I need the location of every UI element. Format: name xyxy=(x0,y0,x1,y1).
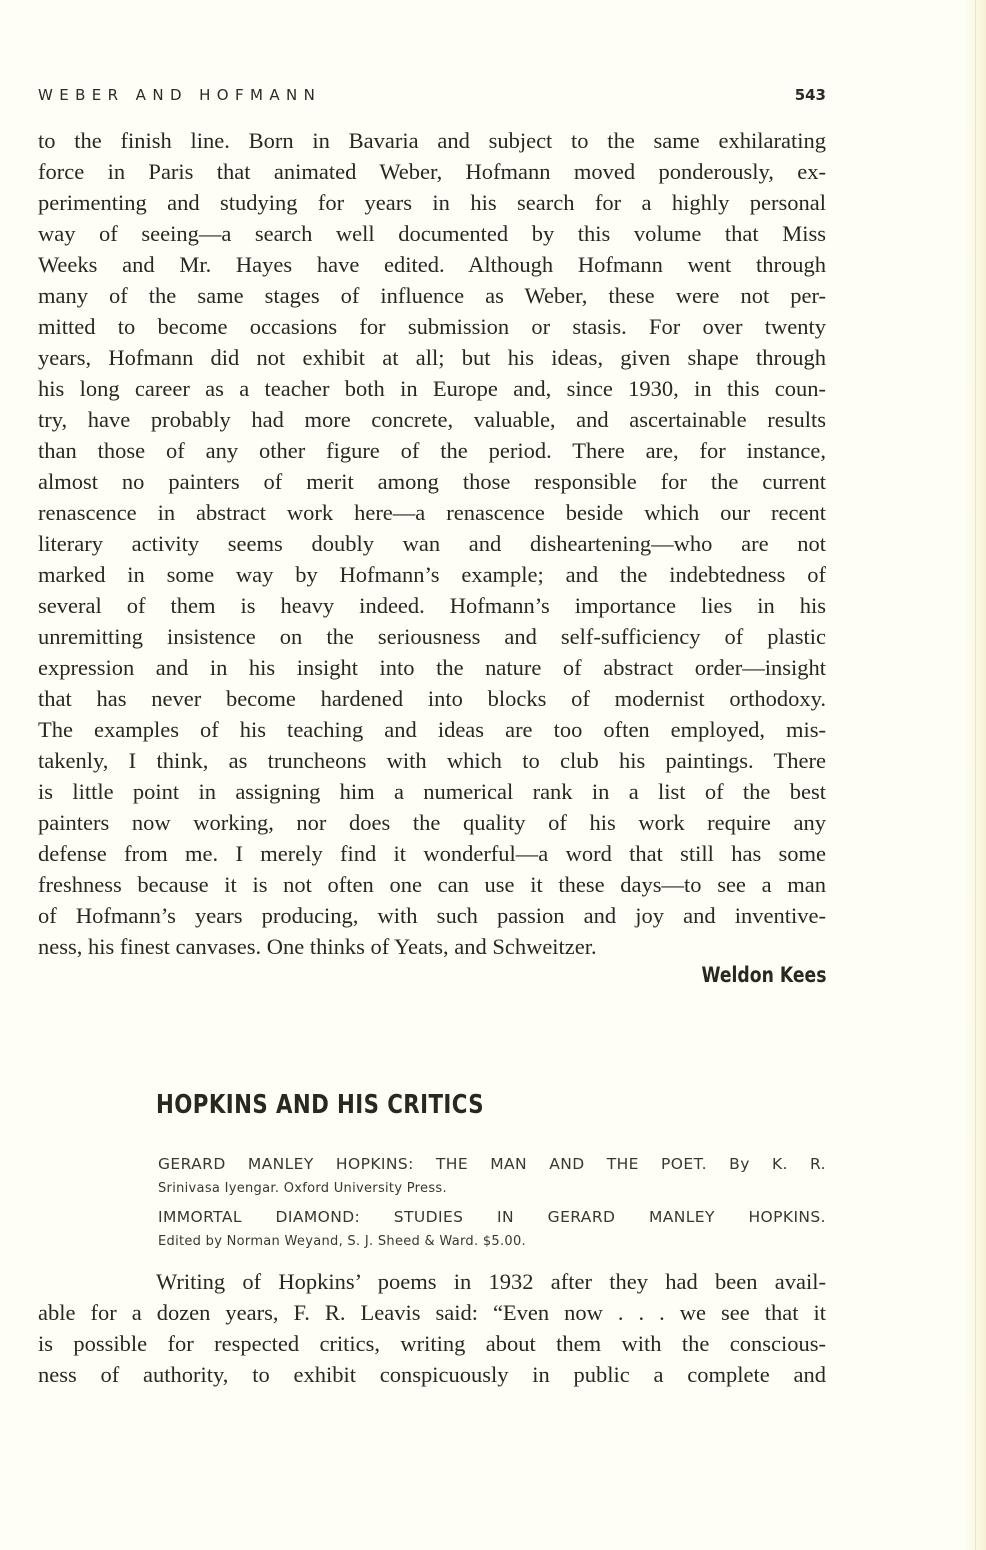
text-line: renascence in abstract work here—a renascence beside which our recent xyxy=(38,500,826,525)
text-line: is possible for respected critics, writing about them with the conscious- xyxy=(38,1331,826,1356)
text-line: is little point in assigning him a numerical rank in a list of the best xyxy=(38,779,826,804)
text-line: to the finish line. Born in Bavaria and subject to the same exhilarating xyxy=(38,128,826,153)
author-signature: Weldon Kees xyxy=(700,963,826,987)
text-line: mitted to become occasions for submission or stasis. For over twenty xyxy=(38,314,826,339)
text-line: try, have probably had more concrete, valuable, and ascertainable results xyxy=(38,407,826,432)
text-line: marked in some way by Hofmann’s example; and the indebtedness of xyxy=(38,562,826,587)
text-line: ness of authority, to exhibit conspicuously in public a complete and xyxy=(38,1362,826,1387)
text-line: takenly, I think, as truncheons with which to club his paintings. There xyxy=(38,748,826,773)
text-line: almost no painters of merit among those responsible for the current xyxy=(38,469,826,494)
text-line: his long career as a teacher both in Europe and, since 1930, in this coun- xyxy=(38,376,826,401)
text-line: The examples of his teaching and ideas are too often employed, mis- xyxy=(38,717,826,742)
text-line: several of them is heavy indeed. Hofmann’s importance lies in his xyxy=(38,593,826,618)
book-detail-line: Srinivasa Iyengar. Oxford University Press. xyxy=(158,1181,447,1196)
text-line: unremitting insistence on the seriousness and self-sufficiency of plastic xyxy=(38,624,826,649)
running-head xyxy=(38,86,826,110)
text-line: of Hofmann’s years producing, with such passion and joy and inventive- xyxy=(38,903,826,928)
book-title-line: GERARD MANLEY HOPKINS: THE MAN AND THE POET. By K. R. xyxy=(158,1155,826,1173)
section-title: HOPKINS AND HIS CRITICS xyxy=(156,1090,484,1120)
review-weber-hofmann-body xyxy=(38,125,826,962)
text-line: force in Paris that animated Weber, Hofmann moved ponderously, ex- xyxy=(38,159,826,184)
text-line: Weeks and Mr. Hayes have edited. Although Hofmann went through xyxy=(38,252,826,277)
text-line: defense from me. I merely find it wonderful—a word that still has some xyxy=(38,841,826,866)
book-entry xyxy=(158,1150,826,1200)
text-line: that has never become hardened into blocks of modernist orthodoxy. xyxy=(38,686,826,711)
book-title-line: IMMORTAL DIAMOND: STUDIES IN GERARD MANLEY HOPKINS. xyxy=(158,1208,826,1226)
book-entry xyxy=(158,1203,826,1253)
text-line: years, Hofmann did not exhibit at all; but his ideas, given shape through xyxy=(38,345,826,370)
text-line: way of seeing—a search well documented by this volume that Miss xyxy=(38,221,826,246)
book-detail-line: Edited by Norman Weyand, S. J. Sheed & Ward. $5.00. xyxy=(158,1234,526,1249)
text-line: ness, his finest canvases. One thinks of Yeats, and Schweitzer. xyxy=(38,934,597,959)
text-line: literary activity seems doubly wan and disheartening—who are not xyxy=(38,531,826,556)
review-hopkins-body xyxy=(38,1266,826,1390)
running-head-title: WEBER AND HOFMANN xyxy=(38,86,322,104)
text-line: expression and in his insight into the nature of abstract order—insight xyxy=(38,655,826,680)
text-line: perimenting and studying for years in his search for a highly personal xyxy=(38,190,826,215)
text-line: Writing of Hopkins’ poems in 1932 after they had been avail- xyxy=(156,1269,826,1294)
text-line: painters now working, nor does the quality of his work require any xyxy=(38,810,826,835)
page-edge-line xyxy=(975,0,976,1550)
text-line: than those of any other figure of the period. There are, for instance, xyxy=(38,438,826,463)
reviewed-books-list xyxy=(158,1150,826,1256)
text-line: freshness because it is not often one can use it these days—to see a man xyxy=(38,872,826,897)
text-line: many of the same stages of influence as Weber, these were not per- xyxy=(38,283,826,308)
text-line: able for a dozen years, F. R. Leavis said: “Even now . . . we see that it xyxy=(38,1300,826,1325)
page-number: 543 xyxy=(794,86,826,104)
